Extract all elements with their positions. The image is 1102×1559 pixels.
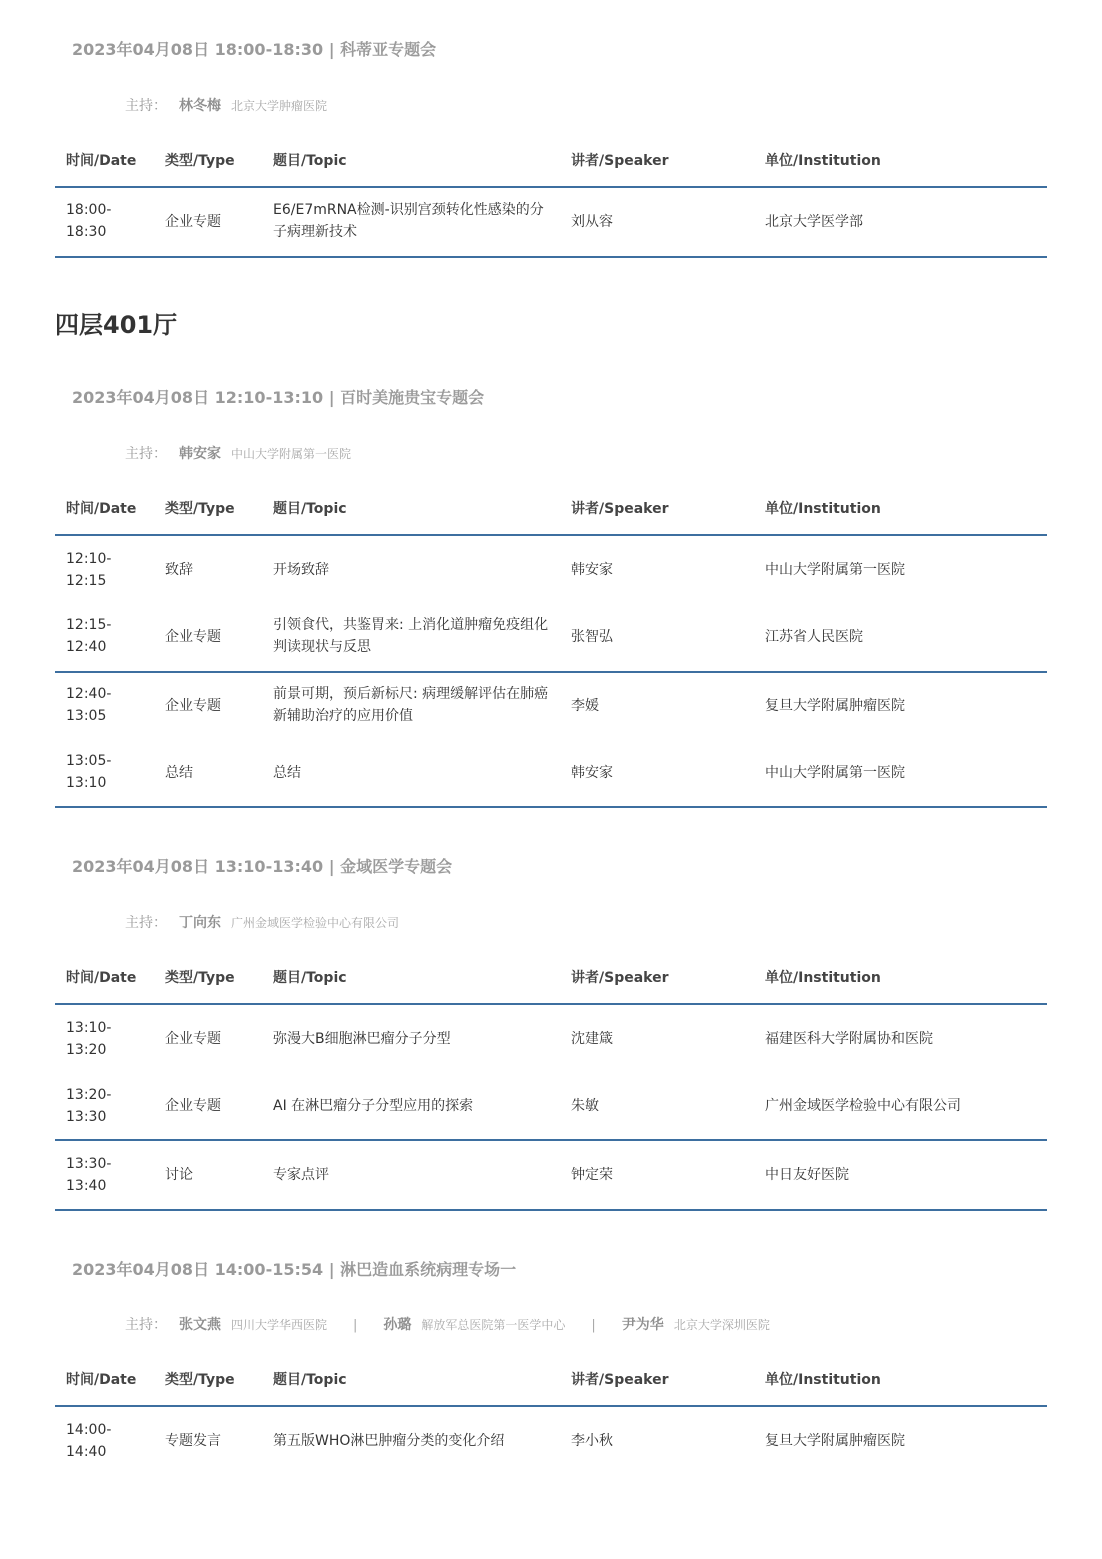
cell-type: 企业专题 [165,629,221,645]
cell-topic: 总结 [273,765,301,781]
cell-speaker: 刘从容 [571,214,613,230]
cell-topic: AI 在淋巴瘤分子分型应用的探索 [273,1098,474,1114]
cell-topic: 前景可期，预后新标尺: 病理缓解评估在肺癌新辅助治疗的应用价值 [273,686,549,724]
header-institution: 单位/Institution [765,153,881,169]
header-topic: 题目/Topic [273,153,347,169]
table-header [55,492,1047,522]
table-header [55,961,1047,991]
cell-speaker: 朱敏 [571,1098,599,1114]
cell-type: 专题发言 [165,1433,221,1449]
cell-institution: 福建医科大学附属协和医院 [765,1031,933,1047]
host-name: 张文燕 [179,1317,221,1333]
host-line [125,443,351,463]
header-topic: 题目/Topic [273,501,347,517]
cell-institution: 江苏省人民医院 [765,629,863,645]
session-title: 2023年04月08日 13:10-13:40 | 金域医学专题会 [72,857,453,876]
header-speaker: 讲者/Speaker [571,1372,669,1388]
header-speaker: 讲者/Speaker [571,501,669,517]
cell-type: 致辞 [165,562,193,578]
cell-speaker: 张智弘 [571,629,613,645]
header-type: 类型/Type [165,153,235,169]
table-rule [55,806,1047,808]
host-institution: 中山大学附属第一医院 [231,447,352,461]
table-rule [55,1139,1047,1141]
hall-title: 四层401厅 [55,311,178,339]
cell-time: 13:05- 13:10 [66,753,112,791]
cell-topic: 第五版WHO淋巴肿瘤分类的变化介绍 [273,1433,505,1449]
header-topic: 题目/Topic [273,970,347,986]
cell-time: 12:40- 13:05 [66,686,112,724]
table-rule [55,256,1047,258]
header-speaker: 讲者/Speaker [571,153,669,169]
table-row [55,1153,1047,1201]
session-title: 2023年04月08日 12:10-13:10 | 百时美施贵宝专题会 [72,388,485,407]
cell-institution: 复旦大学附属肿瘤医院 [765,698,905,714]
table-row [55,199,1047,247]
host-label: 主持： [125,446,167,462]
host-name: 尹为华 [621,1317,664,1333]
host-separator: | [353,1318,358,1333]
cell-type: 总结 [165,765,193,781]
host-label: 主持： [125,915,167,931]
host-name: 丁向东 [179,915,221,931]
host-separator: | [591,1318,596,1333]
host-label: 主持： [125,1317,167,1333]
cell-speaker: 钟定荣 [571,1167,613,1183]
header-institution: 单位/Institution [765,501,881,517]
cell-time: 12:10- 12:15 [66,551,112,589]
cell-speaker: 韩安家 [571,562,613,578]
cell-institution: 广州金域医学检验中心有限公司 [765,1098,961,1114]
host-institution: 四川大学华西医院 [231,1318,328,1332]
table-header [55,144,1047,174]
cell-institution: 复旦大学附属肿瘤医院 [765,1433,905,1449]
table-row [55,750,1047,798]
cell-type: 企业专题 [165,1031,221,1047]
cell-topic: 专家点评 [273,1167,329,1183]
cell-institution: 中山大学附属第一医院 [765,562,905,578]
cell-time: 18:00- 18:30 [66,202,112,240]
header-type: 类型/Type [165,1372,235,1388]
cell-speaker: 韩安家 [571,765,613,781]
cell-time: 13:20- 13:30 [66,1087,112,1125]
table-header [55,1363,1047,1393]
table-row [55,683,1047,731]
table-rule [55,186,1047,188]
table-rule [55,1405,1047,1407]
host-institution: 北京大学深圳医院 [673,1318,770,1332]
table-row [55,1084,1047,1132]
cell-topic: 开场致辞 [273,562,329,578]
header-topic: 题目/Topic [273,1372,347,1388]
table-row [55,1017,1047,1065]
host-name: 孙璐 [383,1317,412,1333]
header-time: 时间/Date [66,153,137,169]
cell-speaker: 李小秋 [571,1433,613,1449]
header-institution: 单位/Institution [765,970,881,986]
cell-speaker: 李媛 [571,698,599,714]
cell-time: 12:15- 12:40 [66,617,112,655]
cell-time: 13:30- 13:40 [66,1156,112,1194]
host-name: 林冬梅 [179,98,221,114]
cell-time: 14:00- 14:40 [66,1422,112,1460]
cell-institution: 北京大学医学部 [765,214,863,230]
session-title: 2023年04月08日 18:00-18:30 | 科蒂亚专题会 [72,40,437,59]
table-rule [55,671,1047,673]
cell-topic: 引领食代，共鉴胃来: 上消化道肿瘤免疫组化判读现状与反思 [273,617,549,655]
host-institution: 广州金域医学检验中心有限公司 [231,916,400,930]
table-row [55,614,1047,662]
header-type: 类型/Type [165,501,235,517]
cell-type: 企业专题 [165,214,221,230]
header-speaker: 讲者/Speaker [571,970,669,986]
header-time: 时间/Date [66,1372,137,1388]
table-row [55,548,1047,596]
cell-topic: 弥漫大B细胞淋巴瘤分子分型 [273,1031,451,1047]
header-time: 时间/Date [66,501,137,517]
host-line [125,1314,770,1334]
cell-speaker: 沈建箴 [571,1031,613,1047]
session-title: 2023年04月08日 14:00-15:54 | 淋巴造血系统病理专场一 [72,1260,517,1279]
cell-time: 13:10- 13:20 [66,1020,112,1058]
header-type: 类型/Type [165,970,235,986]
cell-type: 企业专题 [165,698,221,714]
cell-type: 讨论 [165,1167,193,1183]
cell-institution: 中日友好医院 [765,1167,849,1183]
host-line [125,95,327,115]
host-institution: 解放军总医院第一医学中心 [421,1318,566,1332]
host-name: 韩安家 [179,446,221,462]
table-rule [55,1003,1047,1005]
host-line [125,912,399,932]
header-time: 时间/Date [66,970,137,986]
header-institution: 单位/Institution [765,1372,881,1388]
host-institution: 北京大学肿瘤医院 [231,99,328,113]
table-row [55,1419,1047,1467]
cell-type: 企业专题 [165,1098,221,1114]
table-rule [55,1209,1047,1211]
table-rule [55,534,1047,536]
host-label: 主持： [125,98,167,114]
cell-institution: 中山大学附属第一医院 [765,765,905,781]
cell-topic: E6/E7mRNA检测-识别宫颈转化性感染的分子病理新技术 [273,202,544,240]
